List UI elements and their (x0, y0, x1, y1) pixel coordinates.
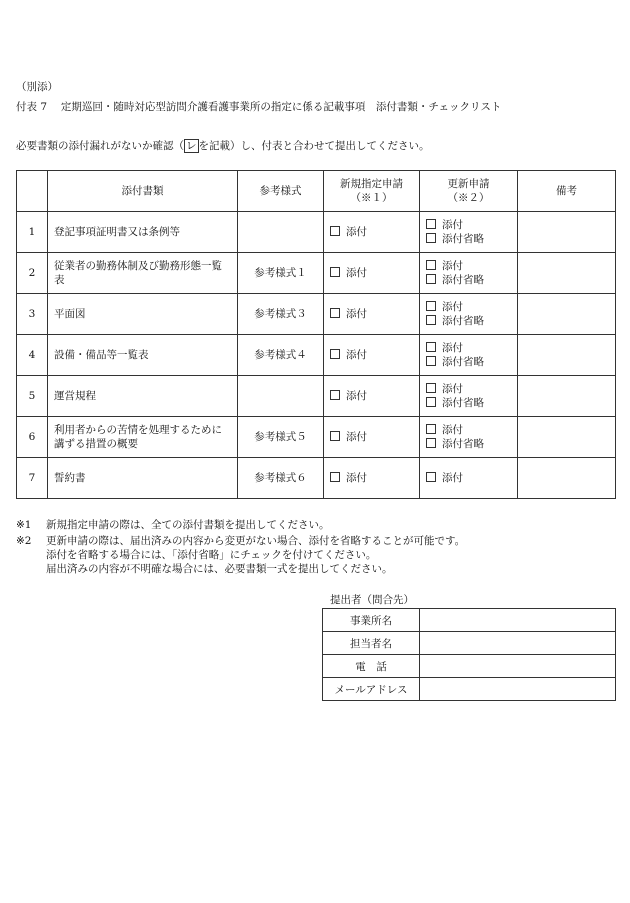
remarks-cell[interactable] (518, 212, 616, 253)
table-row (17, 335, 616, 376)
reference-form (238, 212, 324, 253)
table-row (17, 458, 616, 499)
checkbox-new-attach[interactable] (330, 472, 340, 482)
checkbox-new-attach[interactable] (330, 349, 340, 359)
row-number: 7 (17, 458, 48, 499)
contact-row (323, 609, 616, 632)
checkbox-renew-attach[interactable] (426, 424, 436, 434)
checkbox-new-attach[interactable] (330, 267, 340, 277)
document-name: 平面図 (48, 294, 238, 335)
remarks-cell[interactable] (518, 458, 616, 499)
checkbox-renew-omit[interactable] (426, 356, 436, 366)
checkbox-renew-attach[interactable] (426, 472, 436, 482)
new-application-cell: 添付 (324, 294, 420, 335)
checklist-table (16, 170, 616, 499)
checkbox-renew-omit[interactable] (426, 397, 436, 407)
contact-row (323, 632, 616, 655)
contact-row (323, 655, 616, 678)
new-application-cell: 添付 (324, 253, 420, 294)
row-number: 4 (17, 335, 48, 376)
row-number: 5 (17, 376, 48, 417)
table-row (17, 417, 616, 458)
document-name: 登記事項証明書又は条例等 (48, 212, 238, 253)
remarks-cell[interactable] (518, 417, 616, 458)
renewal-cell: 添付 添付省略 (420, 294, 518, 335)
checkbox-renew-attach[interactable] (426, 219, 436, 229)
contact-row (323, 678, 616, 701)
row-number: 6 (17, 417, 48, 458)
checkbox-renew-attach[interactable] (426, 342, 436, 352)
checkbox-renew-attach[interactable] (426, 383, 436, 393)
remarks-cell[interactable] (518, 253, 616, 294)
checkbox-renew-omit[interactable] (426, 438, 436, 448)
renewal-cell: 添付 添付省略 (420, 212, 518, 253)
checkbox-renew-omit[interactable] (426, 233, 436, 243)
checkbox-new-attach[interactable] (330, 308, 340, 318)
checkbox-new-attach[interactable] (330, 390, 340, 400)
remarks-cell[interactable] (518, 294, 616, 335)
contact-value-field[interactable] (420, 609, 616, 632)
reference-form: 参考様式３ (238, 294, 324, 335)
contact-label: 担当者名 (323, 632, 420, 655)
contact-title: 提出者（問合先） (330, 594, 414, 606)
checkbox-new-attach[interactable] (330, 226, 340, 236)
header-no (17, 171, 48, 212)
reference-form: 参考様式５ (238, 417, 324, 458)
checkbox-renew-omit[interactable] (426, 315, 436, 325)
renewal-cell: 添付 添付省略 (420, 417, 518, 458)
new-application-cell: 添付 (324, 335, 420, 376)
contact-value-field[interactable] (420, 678, 616, 701)
contact-label: 事業所名 (323, 609, 420, 632)
row-number: 2 (17, 253, 48, 294)
checkbox-renew-omit[interactable] (426, 274, 436, 284)
document-name: 従業者の勤務体制及び勤務形態一覧表 (48, 253, 238, 294)
remarks-cell[interactable] (518, 335, 616, 376)
checkbox-renew-attach[interactable] (426, 260, 436, 270)
renewal-cell: 添付 (420, 458, 518, 499)
reference-form (238, 376, 324, 417)
document-name: 運営規程 (48, 376, 238, 417)
page-title: 付表 7 定期巡回・随時対応型訪問介護看護事業所の指定に係る記載事項 添付書類・チェックリスト (16, 101, 502, 113)
checkbox-renew-attach[interactable] (426, 301, 436, 311)
header-remarks: 備考 (518, 171, 616, 212)
renewal-cell: 添付 添付省略 (420, 376, 518, 417)
check-mark-sample: レ (186, 140, 197, 152)
checkbox-new-attach[interactable] (330, 431, 340, 441)
header-doc: 添付書類 (48, 171, 238, 212)
new-application-cell: 添付 (324, 212, 420, 253)
reference-form: 参考様式１ (238, 253, 324, 294)
note-2: ※2 更新申請の際は、届出済みの内容から変更がない場合、添付を省略することが可能です。 添付を省略する場合には、「添付省略」にチェックを付けてください。 届出済みの内容が不明確な場合には、必要書類一式を提出してください。 (16, 535, 466, 575)
header-ref: 参考様式 (238, 171, 324, 212)
reference-form: 参考様式６ (238, 458, 324, 499)
instruction-pre: 必要書類の添付漏れがないか確認（ (16, 140, 184, 152)
renewal-cell: 添付 添付省略 (420, 335, 518, 376)
header-renew: 更新申請 （※２） (420, 171, 518, 212)
note-1: ※1 新規指定申請の際は、全ての添付書類を提出してください。 (16, 519, 330, 531)
new-application-cell: 添付 (324, 458, 420, 499)
contact-label: メールアドレス (323, 678, 420, 701)
new-application-cell: 添付 (324, 417, 420, 458)
document-name: 誓約書 (48, 458, 238, 499)
renewal-cell: 添付 添付省略 (420, 253, 518, 294)
table-row (17, 294, 616, 335)
contact-table (322, 608, 616, 701)
row-number: 3 (17, 294, 48, 335)
instruction (16, 138, 430, 153)
table-header-row (17, 171, 616, 212)
document-name: 設備・備品等一覧表 (48, 335, 238, 376)
row-number: 1 (17, 212, 48, 253)
document-name: 利用者からの苦情を処理するために講ずる措置の概要 (48, 417, 238, 458)
header-new: 新規指定申請 （※１） (324, 171, 420, 212)
new-application-cell: 添付 (324, 376, 420, 417)
instruction-post: を記載）し、付表と合わせて提出してください。 (198, 140, 430, 152)
table-row (17, 376, 616, 417)
reference-form: 参考様式４ (238, 335, 324, 376)
remarks-cell[interactable] (518, 376, 616, 417)
attachment-label: （別添） (16, 81, 58, 93)
contact-label: 電 話 (323, 655, 420, 678)
contact-value-field[interactable] (420, 655, 616, 678)
contact-value-field[interactable] (420, 632, 616, 655)
table-row (17, 253, 616, 294)
table-row (17, 212, 616, 253)
